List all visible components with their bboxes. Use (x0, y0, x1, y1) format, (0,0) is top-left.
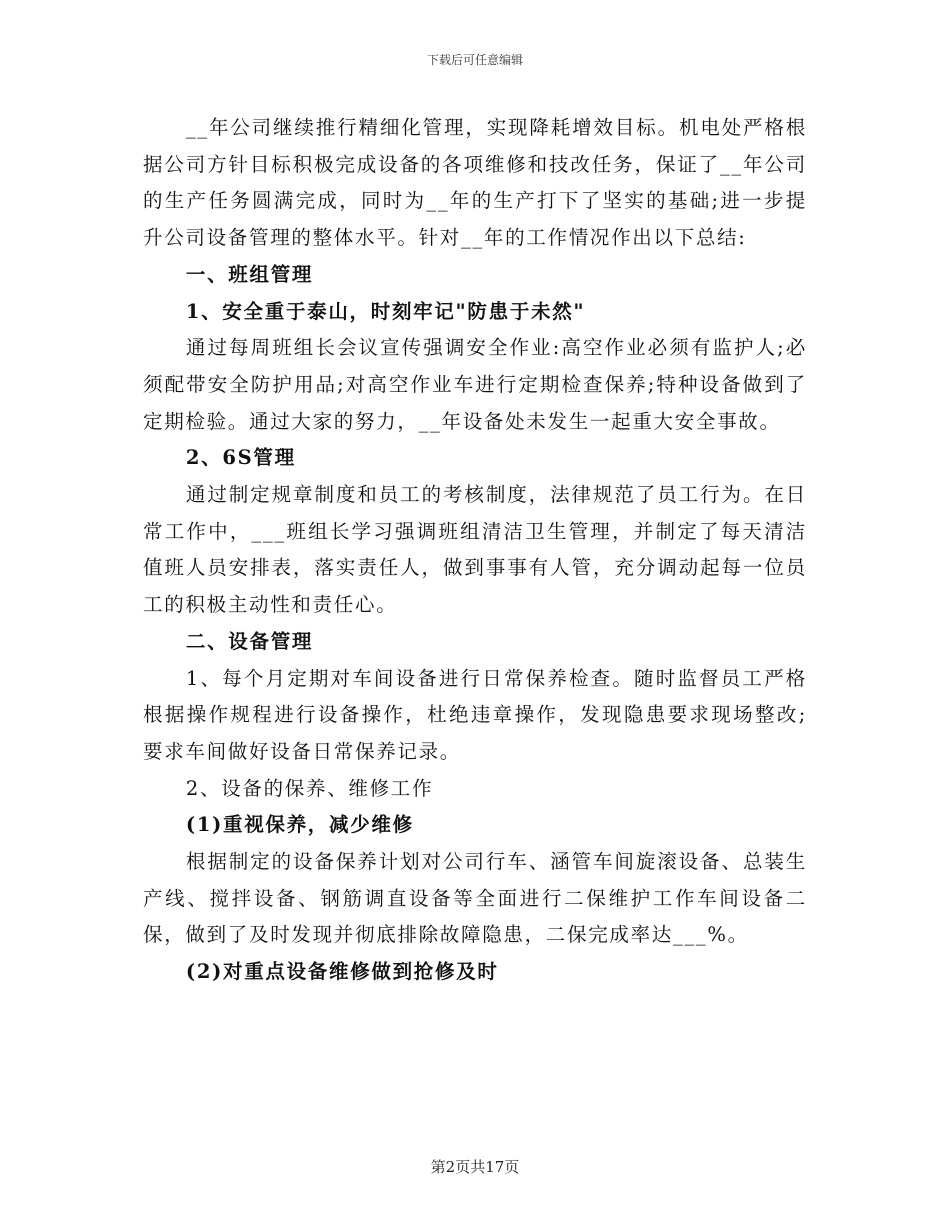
document-body (143, 110, 807, 991)
monthly-inspection-paragraph: 1、每个月定期对车间设备进行日常保养检查。随时监督员工严格根据操作规程进行设备操作，杜绝违章操作，发现隐患要求现场整改;要求车间做好设备日常保养记录。 (143, 666, 807, 763)
section-heading-equipment-management: 二、设备管理 (185, 629, 314, 653)
page-footer: 第2页共17页 (430, 1158, 520, 1176)
page-header: 下载后可任意编辑 (426, 53, 523, 67)
intro-paragraph: __年公司继续推行精细化管理，实现降耗增效目标。机电处严格根据公司方针目标积极完成设备的各项维修和技改任务，保证了__年公司的生产任务圆满完成，同时为__年的生产打下了坚实的基础;进一步提升公司设备管理的整体水平。针对__年的工作情况作出以下总结: (143, 116, 807, 250)
subheading-maintenance-priority: (1)重视保养，减少维修 (185, 813, 414, 837)
safety-paragraph: 通过每周班组长会议宣传强调安全作业:高空作业必须有监护人;必须配带安全防护用品;对高空作业车进行定期检查保养;特种设备做到了定期检验。通过大家的努力，__年设备处未发生一起重大安全事故。 (143, 336, 807, 433)
maintenance-plan-paragraph: 根据制定的设备保养计划对公司行车、涵管车间旋滚设备、总装生产线、搅拌设备、钢筋调直设备等全面进行二保维护工作车间设备二保，做到了及时发现并彻底排除故障隐患，二保完成率达___%。 (143, 850, 807, 947)
6s-paragraph: 通过制定规章制度和员工的考核制度，法律规范了员工行为。在日常工作中，___班组长学习强调班组清洁卫生管理，并制定了每天清洁值班人员安排表，落实责任人，做到事事有人管，充分调动起每一位员工的积极主动性和责任心。 (143, 483, 807, 617)
maintenance-work-line: 2、设备的保养、维修工作 (185, 776, 434, 800)
section-heading-team-management: 一、班组管理 (185, 262, 314, 286)
subheading-6s: 2、6S管理 (185, 446, 296, 470)
subheading-safety: 1、安全重于泰山，时刻牢记"防患于未然" (185, 299, 586, 323)
subheading-key-equipment-repair: (2)对重点设备维修做到抢修及时 (185, 960, 499, 984)
